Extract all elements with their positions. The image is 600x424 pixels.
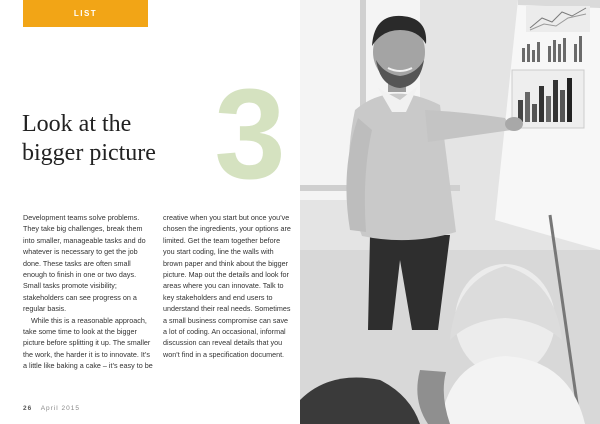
presenter-photo — [300, 0, 600, 424]
issue-date: April 2015 — [40, 405, 80, 412]
text-column-2 — [163, 212, 293, 360]
page-number: 26 — [23, 405, 33, 412]
list-number: 3 — [214, 63, 286, 206]
paragraph: Development teams solve problems. They take big challenges, break them into smaller, manageable tasks and do whatever is necessary to get the job done. These tasks are often small enough to finish in one or two days. Small tasks promote visibility; stakeholders can see progress on a regular basis. — [23, 213, 146, 314]
paragraph: creative when you start but once you’ve chosen the ingredients, your options are limited. Get the team together before you start coding, line the walls with brown paper and think about the bigger picture. Map out the details and look for areas where you can innovate. Talk to key stakeholders and end users to understand their real needs. Sometimes a small business compromise can save a lot of coding. An occasional, informal discussion can reveal details that you won’t find in a specification document. — [163, 213, 291, 359]
board-chart-top — [526, 6, 590, 32]
headline-line-2: bigger picture — [22, 140, 156, 166]
page-footer — [23, 405, 80, 412]
section-tag: LIST — [23, 0, 148, 27]
text-column-1 — [23, 212, 153, 372]
page-title — [22, 110, 222, 168]
board-chart-bottom — [512, 70, 584, 128]
presenter-photo-icon — [300, 0, 600, 424]
paragraph: While this is a reasonable approach, take some time to look at the bigger picture before splitting it up. The smaller the work, the harder it is to innovate. It’s a little like baking a cake – it’s easy to be — [23, 315, 153, 371]
headline-line-1: Look at the — [22, 111, 132, 137]
